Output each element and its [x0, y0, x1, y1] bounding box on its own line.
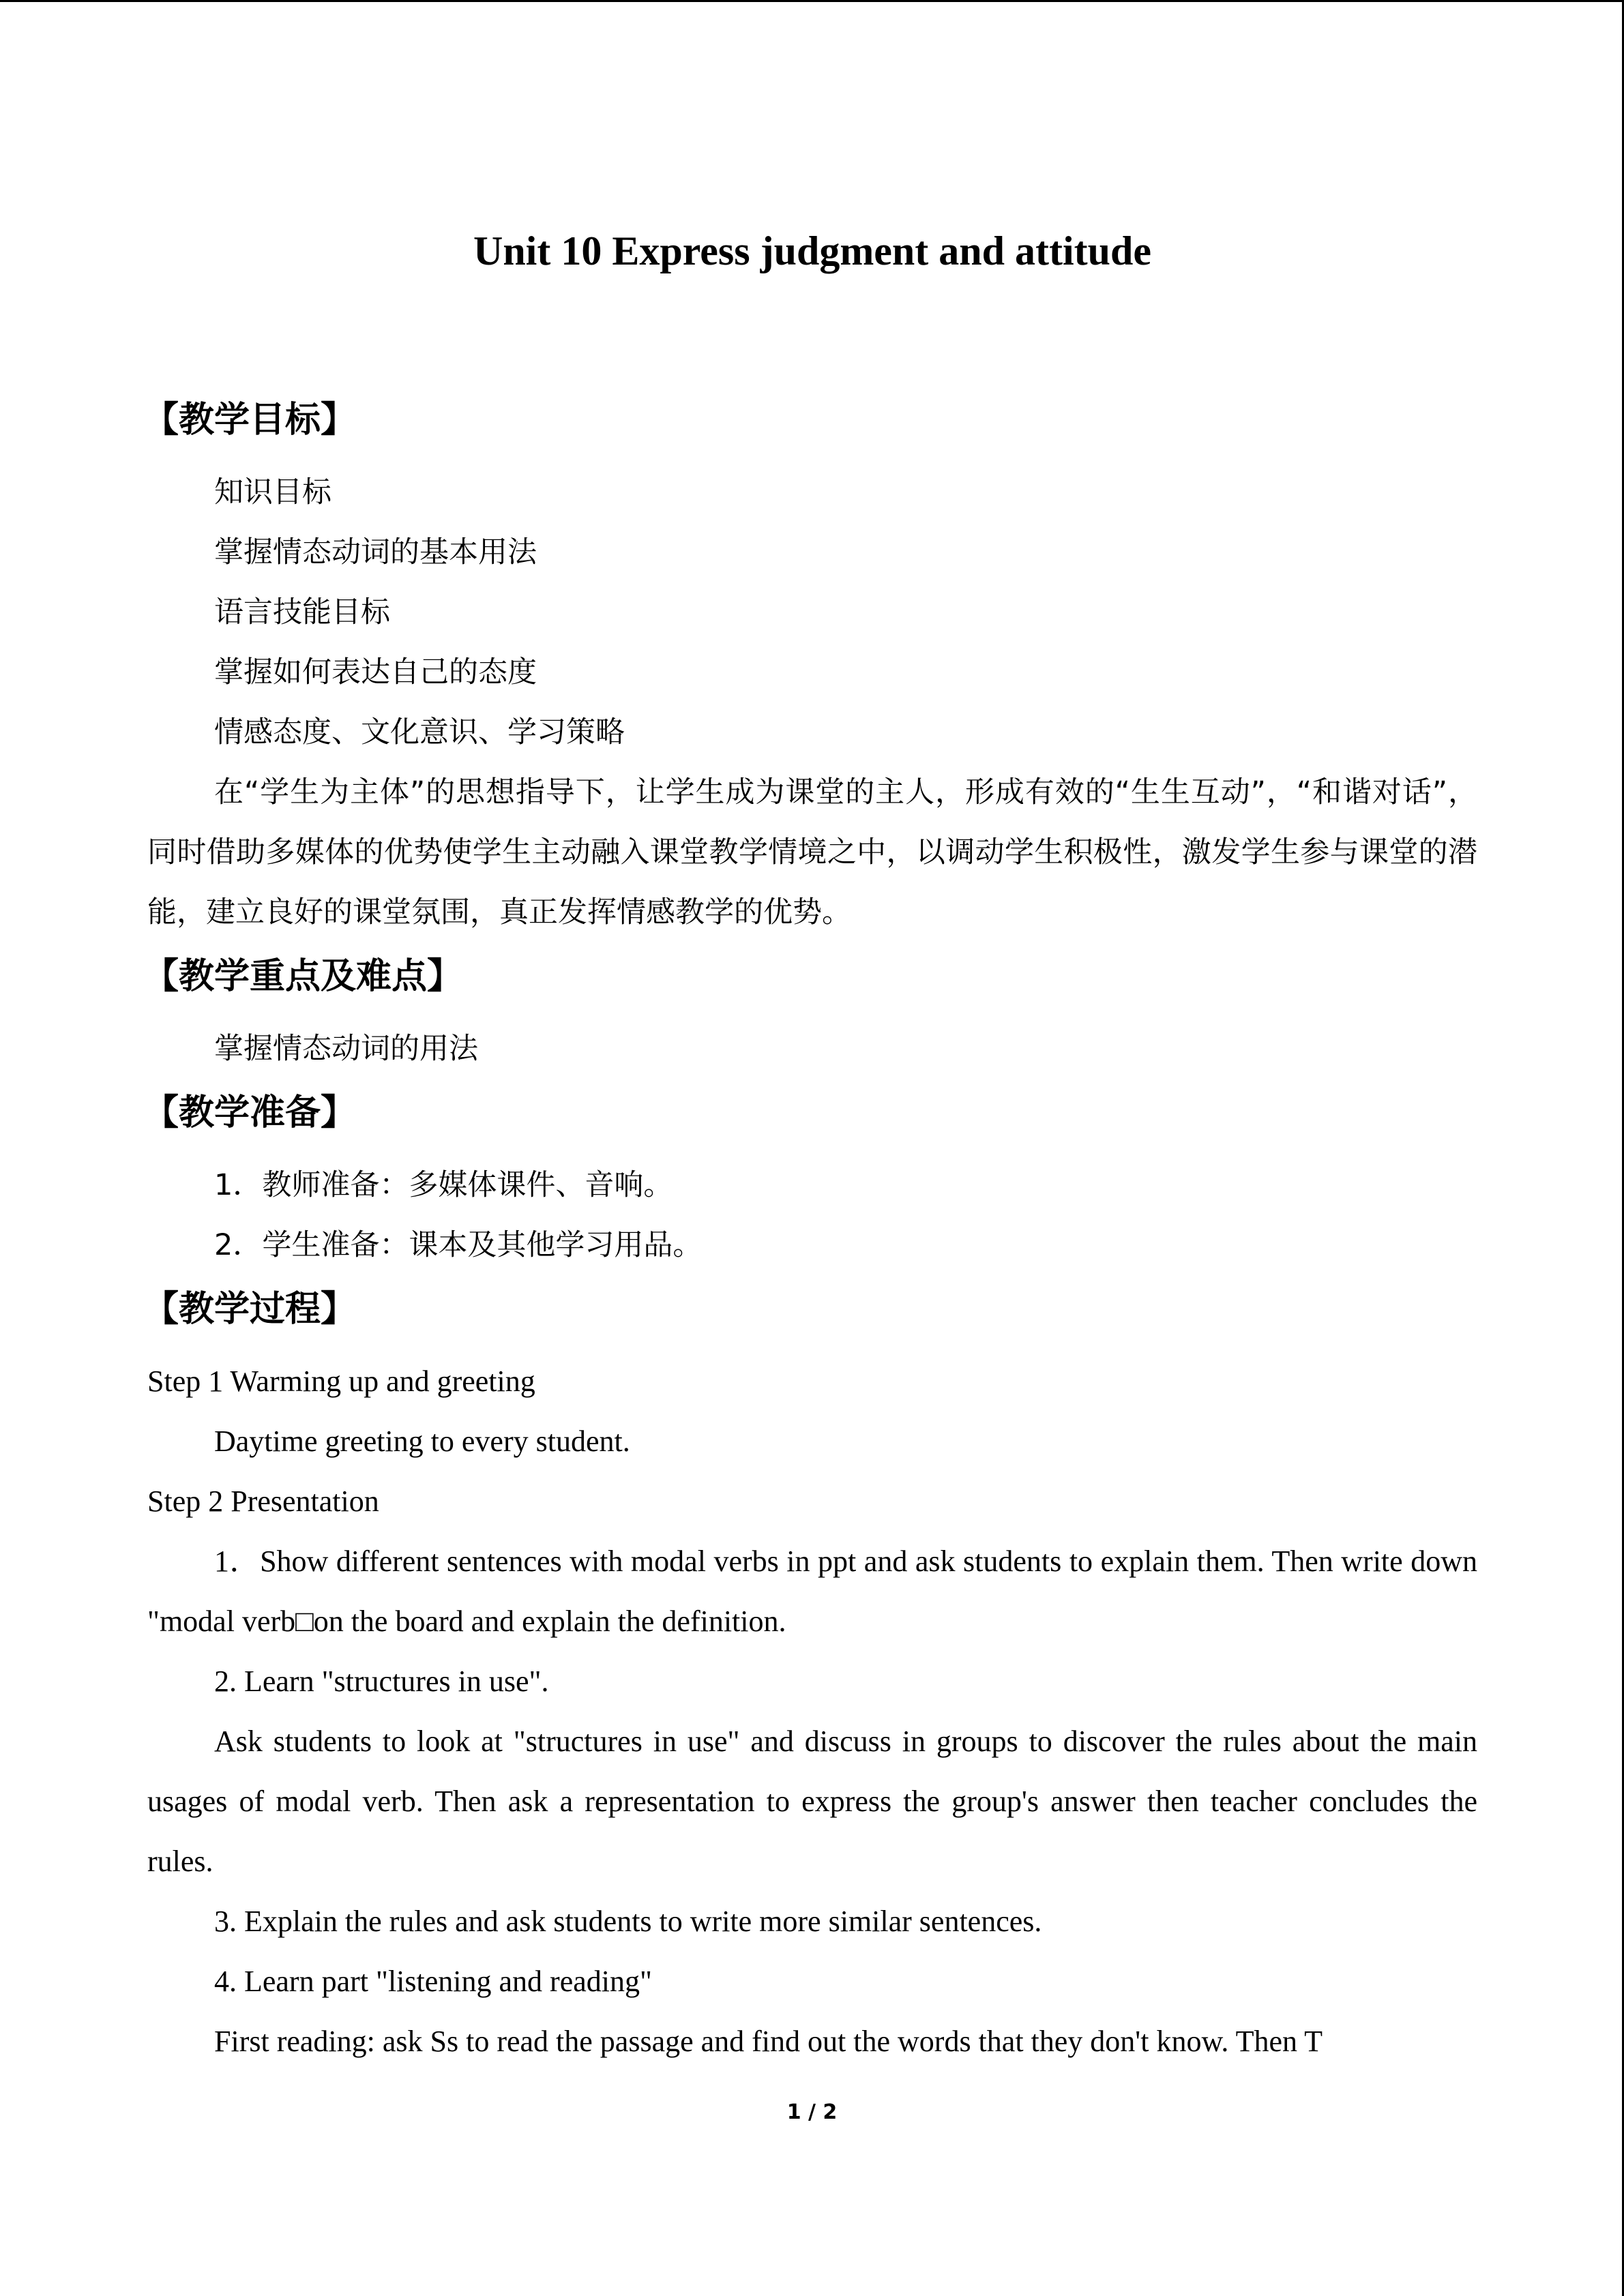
step-2-item-3: 3. Explain the rules and ask students to write more similar sentences.: [214, 1905, 1042, 1938]
preparation-line: 1．教师准备：多媒体课件、音响。: [214, 1168, 673, 1202]
document-body: [143, 205, 1477, 2072]
section-heading-key-points: 【教学重点及难点】: [143, 956, 463, 997]
preparation-line: 2．学生准备：课本及其他学习用品。: [214, 1228, 703, 1262]
objective-line: 语言技能目标: [214, 595, 390, 629]
page-number: 1 / 2: [786, 2100, 838, 2124]
objective-line: 掌握如何表达自己的态度: [214, 655, 537, 689]
section-heading-objectives: 【教学目标】: [143, 400, 357, 441]
objective-line: 情感态度、文化意识、学习策略: [214, 715, 625, 749]
objective-paragraph: 在“学生为主体”的思想指导下，让学生成为课堂的主人，形成有效的“生生互动”，“和谐对话”，同时借助多媒体的优势使学生主动融入课堂教学情境之中，以调动学生积极性，激发学生参与课堂的潜能，建立良好的课堂氛围，真正发挥情感教学的优势。: [147, 775, 1477, 929]
step-1-label: Step 1 Warming up and greeting: [147, 1365, 535, 1398]
step-2-item-4: 4. Learn part "listening and reading": [214, 1965, 652, 1998]
document-title: Unit 10 Express judgment and attitude: [473, 228, 1151, 273]
step-1-text: Daytime greeting to every student.: [214, 1425, 630, 1458]
step-2-item-4-text: First reading: ask Ss to read the passage and find out the words that they don't know. Then T: [214, 2025, 1323, 2058]
objective-line: 掌握情态动词的基本用法: [214, 535, 537, 569]
objective-line: 知识目标: [214, 475, 331, 509]
section-heading-process: 【教学过程】: [143, 1289, 357, 1330]
step-2-item-1: 1．Show different sentences with modal verbs in ppt and ask students to explain them. Then write down "modal verb□on the board and explain the definition.: [147, 1545, 1477, 1638]
step-2-item-2: 2. Learn "structures in use".: [214, 1665, 549, 1698]
key-point-line: 掌握情态动词的用法: [214, 1032, 478, 1066]
page-border-top: [0, 0, 1624, 2]
step-2-label: Step 2 Presentation: [147, 1485, 379, 1518]
step-2-item-2-text: Ask students to look at "structures in use" and discuss in groups to discover the rules about the main usages of modal verb. Then ask a representation to express the group's answer then teacher concludes the rules.: [147, 1725, 1477, 1878]
section-heading-preparation: 【教学准备】: [143, 1092, 357, 1133]
spacer: [147, 285, 1477, 386]
